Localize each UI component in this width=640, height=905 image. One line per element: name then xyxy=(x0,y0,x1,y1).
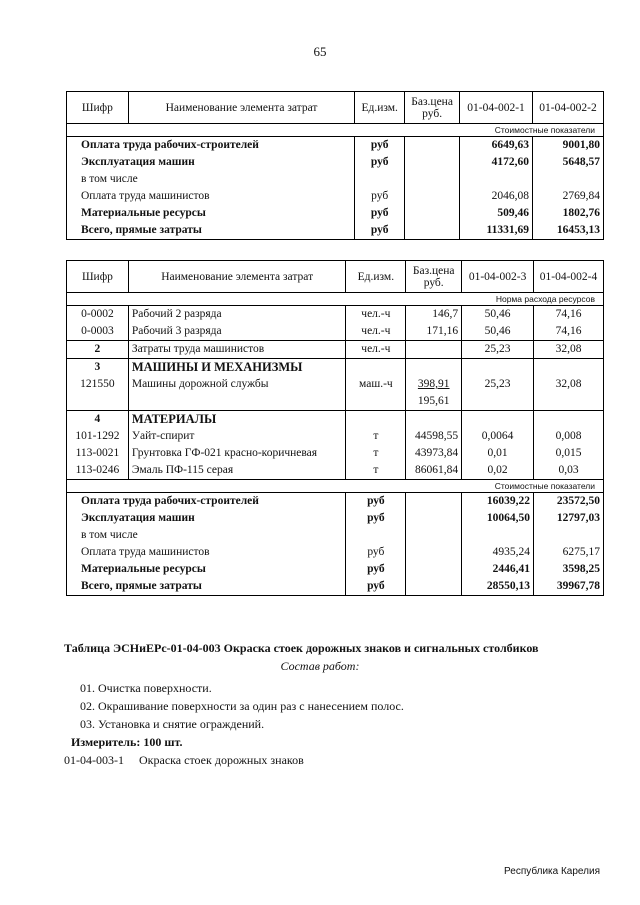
table-row: Всего, прямые затраты руб 28550,13 39967,78 xyxy=(67,578,604,596)
section-subtitle: Состав работ: xyxy=(280,659,360,673)
table-row: в том числе xyxy=(67,171,604,188)
table-row: 3 МАШИНЫ И МЕХАНИЗМЫ xyxy=(67,359,604,377)
subheader-cost: Стоимостные показатели xyxy=(67,124,604,137)
table-row: 195,61 xyxy=(67,393,604,411)
item-name: Окраска стоек дорожных знаков xyxy=(139,753,304,767)
header-base-price: Баз.цена руб. xyxy=(405,92,460,124)
table-row: 101-1292 Уайт-спирит т 44598,55 0,0064 0,008 xyxy=(67,428,604,445)
table-row: 0-0003 Рабочий 3 разряда чел.-ч 171,16 50,46 74,16 xyxy=(67,323,604,341)
item-code: 01-04-003-1 xyxy=(64,753,124,767)
table-row: 4 МАТЕРИАЛЫ xyxy=(67,411,604,429)
section-title: Таблица ЭСНиЕРс-01-04-003 Окраска стоек дорожных знаков и сигнальных столбиков xyxy=(64,641,539,655)
header-base-price: Баз.цена руб. xyxy=(406,261,462,293)
table-row: Оплата труда рабочих-строителей руб 6649,63 9001,80 xyxy=(67,137,604,155)
header-unit: Ед.изм. xyxy=(355,92,405,124)
table-row: Эксплуатация машин руб 10064,50 12797,03 xyxy=(67,510,604,527)
table-row: 0-0002 Рабочий 2 разряда чел.-ч 146,7 50,46 74,16 xyxy=(67,306,604,324)
footer-region: Республика Карелия xyxy=(504,866,600,877)
header-code: Шифр xyxy=(67,92,129,124)
header-name: Наименование элемента затрат xyxy=(128,261,346,293)
table-row: Всего, прямые затраты руб 11331,69 16453,13 xyxy=(67,222,604,240)
table-row: Оплата труда машинистов руб 2046,08 2769,84 xyxy=(67,188,604,205)
table-row: 113-0021 Грунтовка ГФ-021 красно-коричневая т 43973,84 0,01 0,015 xyxy=(67,445,604,462)
table-row: 113-0246 Эмаль ПФ-115 серая т 86061,84 0,02 0,03 xyxy=(67,462,604,480)
header-col-3: 01-04-002-3 xyxy=(462,261,534,293)
header-unit: Ед.изм. xyxy=(346,261,406,293)
cost-table-2 xyxy=(66,260,604,596)
header-code: Шифр xyxy=(67,261,129,293)
subheader-cost: Стоимостные показатели xyxy=(67,480,604,493)
table-row: 121550 Машины дорожной службы маш.-ч 398,91 25,23 32,08 xyxy=(67,376,604,393)
table-row: Материальные ресурсы руб 2446,41 3598,25 xyxy=(67,561,604,578)
table-row: Оплата труда машинистов руб 4935,24 6275,17 xyxy=(67,544,604,561)
header-col-2: 01-04-002-2 xyxy=(533,92,604,124)
subheader-norm: Норма расхода ресурсов xyxy=(67,293,604,306)
work-item-2: 02. Окрашивание поверхности за один раз с нанесением полос. xyxy=(80,699,404,713)
header-col-4: 01-04-002-4 xyxy=(534,261,604,293)
header-name: Наименование элемента затрат xyxy=(128,92,354,124)
table-row: Оплата труда рабочих-строителей руб 16039,22 23572,50 xyxy=(67,493,604,511)
work-item-3: 03. Установка и снятие ограждений. xyxy=(80,717,265,731)
cost-table-1 xyxy=(66,91,604,240)
page-number: 65 xyxy=(313,44,327,59)
table-row: в том числе xyxy=(67,527,604,544)
table-row: Эксплуатация машин руб 4172,60 5648,57 xyxy=(67,154,604,171)
table-row: 2 Затраты труда машинистов чел.-ч 25,23 32,08 xyxy=(67,341,604,359)
table-row: Материальные ресурсы руб 509,46 1802,76 xyxy=(67,205,604,222)
meter-label: Измеритель: 100 шт. xyxy=(71,735,183,749)
work-item-1: 01. Очистка поверхности. xyxy=(80,681,212,695)
header-col-1: 01-04-002-1 xyxy=(460,92,533,124)
